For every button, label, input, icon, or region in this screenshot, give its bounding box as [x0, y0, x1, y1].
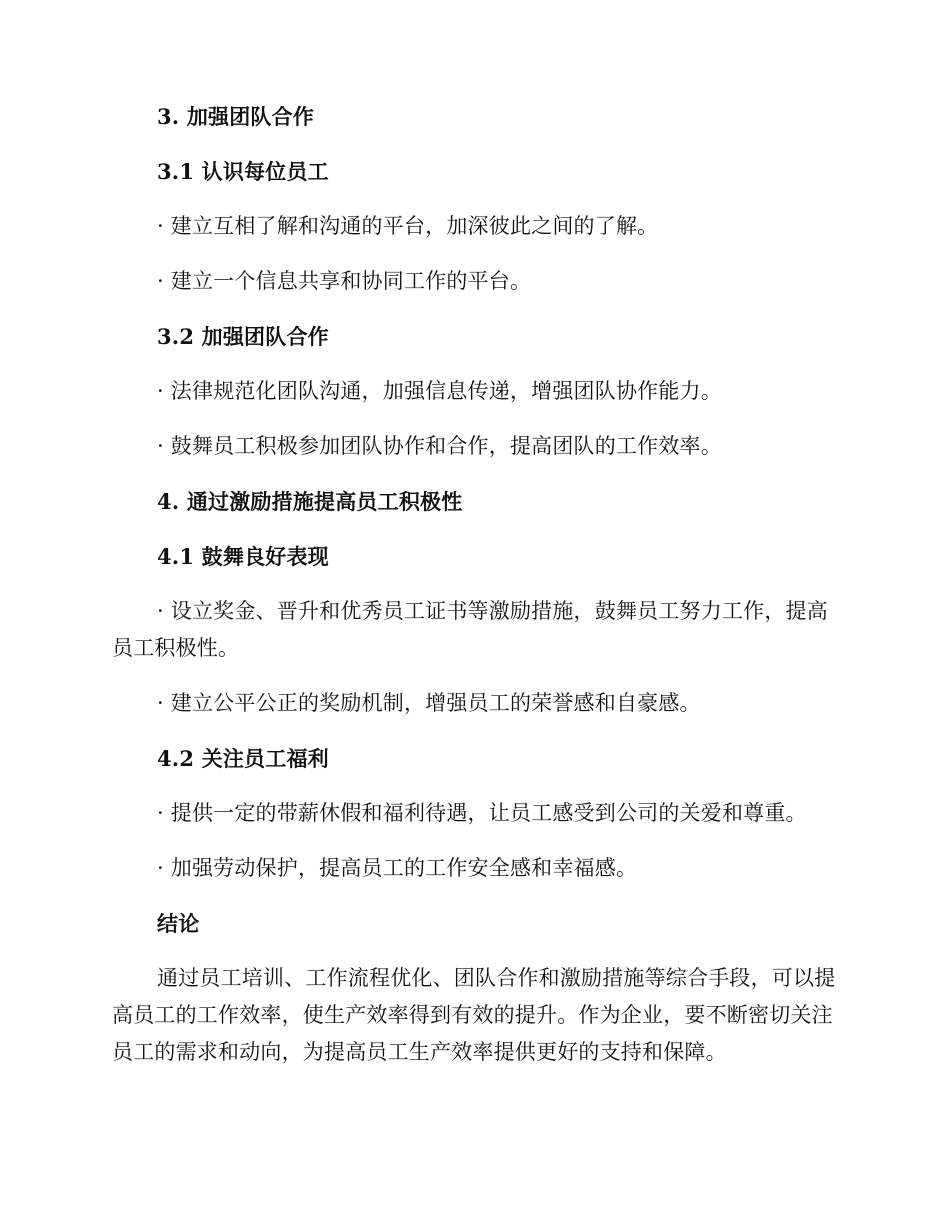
bullet-item: · 建立互相了解和沟通的平台，加深彼此之间的了解。 [157, 214, 659, 238]
bullet-item: · 设立奖金、晋升和优秀员工证书等激励措施，鼓舞员工努力工作，提高员工积极性。 [112, 599, 828, 660]
subsection-heading-3-2: 3.2 加强团队合作 [157, 324, 329, 349]
bullet-item: · 鼓舞员工积极参加团队协作和合作，提高团队的工作效率。 [157, 434, 722, 458]
bullet-item: · 建立一个信息共享和协同工作的平台。 [157, 269, 532, 293]
conclusion-heading: 结论 [157, 911, 200, 936]
conclusion-paragraph: 通过员工培训、工作流程优化、团队合作和激励措施等综合手段，可以提高员工的工作效率，使生产效率得到有效的提升。作为企业，要不断密切关注员工的需求和动向，为提高员工生产效率提供更好的支持和保障。 [112, 966, 836, 1064]
subsection-heading-4-1: 4.1 鼓舞良好表现 [157, 544, 329, 569]
section-heading-3: 3. 加强团队合作 [157, 104, 315, 129]
subsection-heading-4-2: 4.2 关注员工福利 [157, 746, 329, 771]
bullet-item: · 法律规范化团队沟通，加强信息传递，增强团队协作能力。 [157, 379, 722, 403]
section-heading-4: 4. 通过激励措施提高员工积极性 [157, 489, 463, 514]
bullet-item: · 提供一定的带薪休假和福利待遇，让员工感受到公司的关爱和尊重。 [157, 801, 807, 825]
document-page [112, 98, 838, 1089]
bullet-item: · 建立公平公正的奖励机制，增强员工的荣誉感和自豪感。 [157, 691, 701, 715]
subsection-heading-3-1: 3.1 认识每位员工 [157, 159, 329, 184]
bullet-item: · 加强劳动保护，提高员工的工作安全感和幸福感。 [157, 856, 638, 880]
